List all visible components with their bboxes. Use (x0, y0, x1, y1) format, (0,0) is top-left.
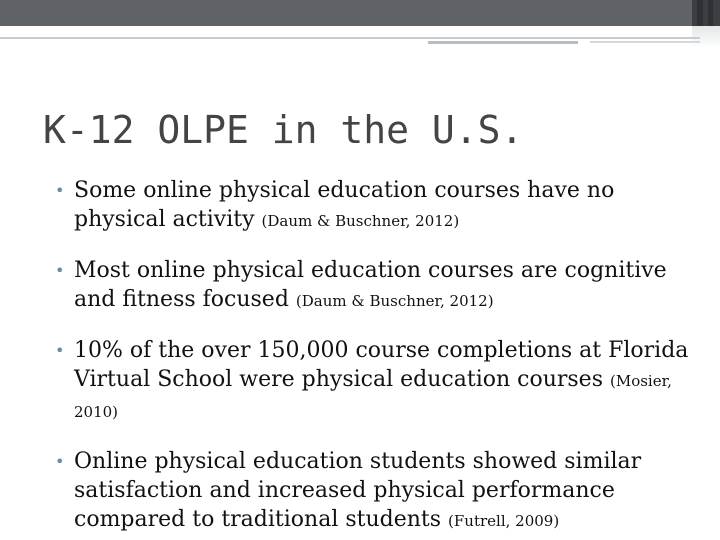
header-bar-stripe (708, 0, 713, 26)
bullet-citation: (Futrell, 2009) (448, 512, 560, 530)
bullet-text: Most online physical education courses are cognitive and fitness focused (74, 258, 667, 312)
header-accent-line (590, 41, 700, 43)
bullet-item (54, 256, 694, 316)
bullet-item (54, 176, 694, 236)
bullet-text: Online physical education students showed similar satisfaction and increased physical performance compared to traditional students (74, 449, 642, 532)
header-bar-stripe (697, 0, 703, 26)
bullet-citation: (Daum & Buschner, 2012) (295, 292, 494, 310)
bullet-citation: (Daum & Buschner, 2012) (261, 212, 460, 230)
bullet-marker: • (55, 341, 65, 360)
bullet-item (54, 447, 694, 536)
bullet-marker: • (55, 261, 65, 280)
bullet-citation: (Mosier, 2010) (74, 372, 672, 421)
bullet-text: Some online physical education courses have no physical activity (74, 178, 615, 232)
bullet-marker: • (55, 181, 65, 200)
header-accent-line (428, 41, 578, 44)
slide-title: K-12 OLPE in the U.S. (43, 108, 524, 152)
header-accent-line (0, 37, 700, 39)
bullet-list (54, 176, 694, 540)
bullet-marker: • (55, 452, 65, 471)
bullet-text: 10% of the over 150,000 course completions at Florida Virtual School were physical education courses (74, 338, 689, 392)
header-bar (0, 0, 720, 26)
bullet-item (54, 336, 694, 427)
